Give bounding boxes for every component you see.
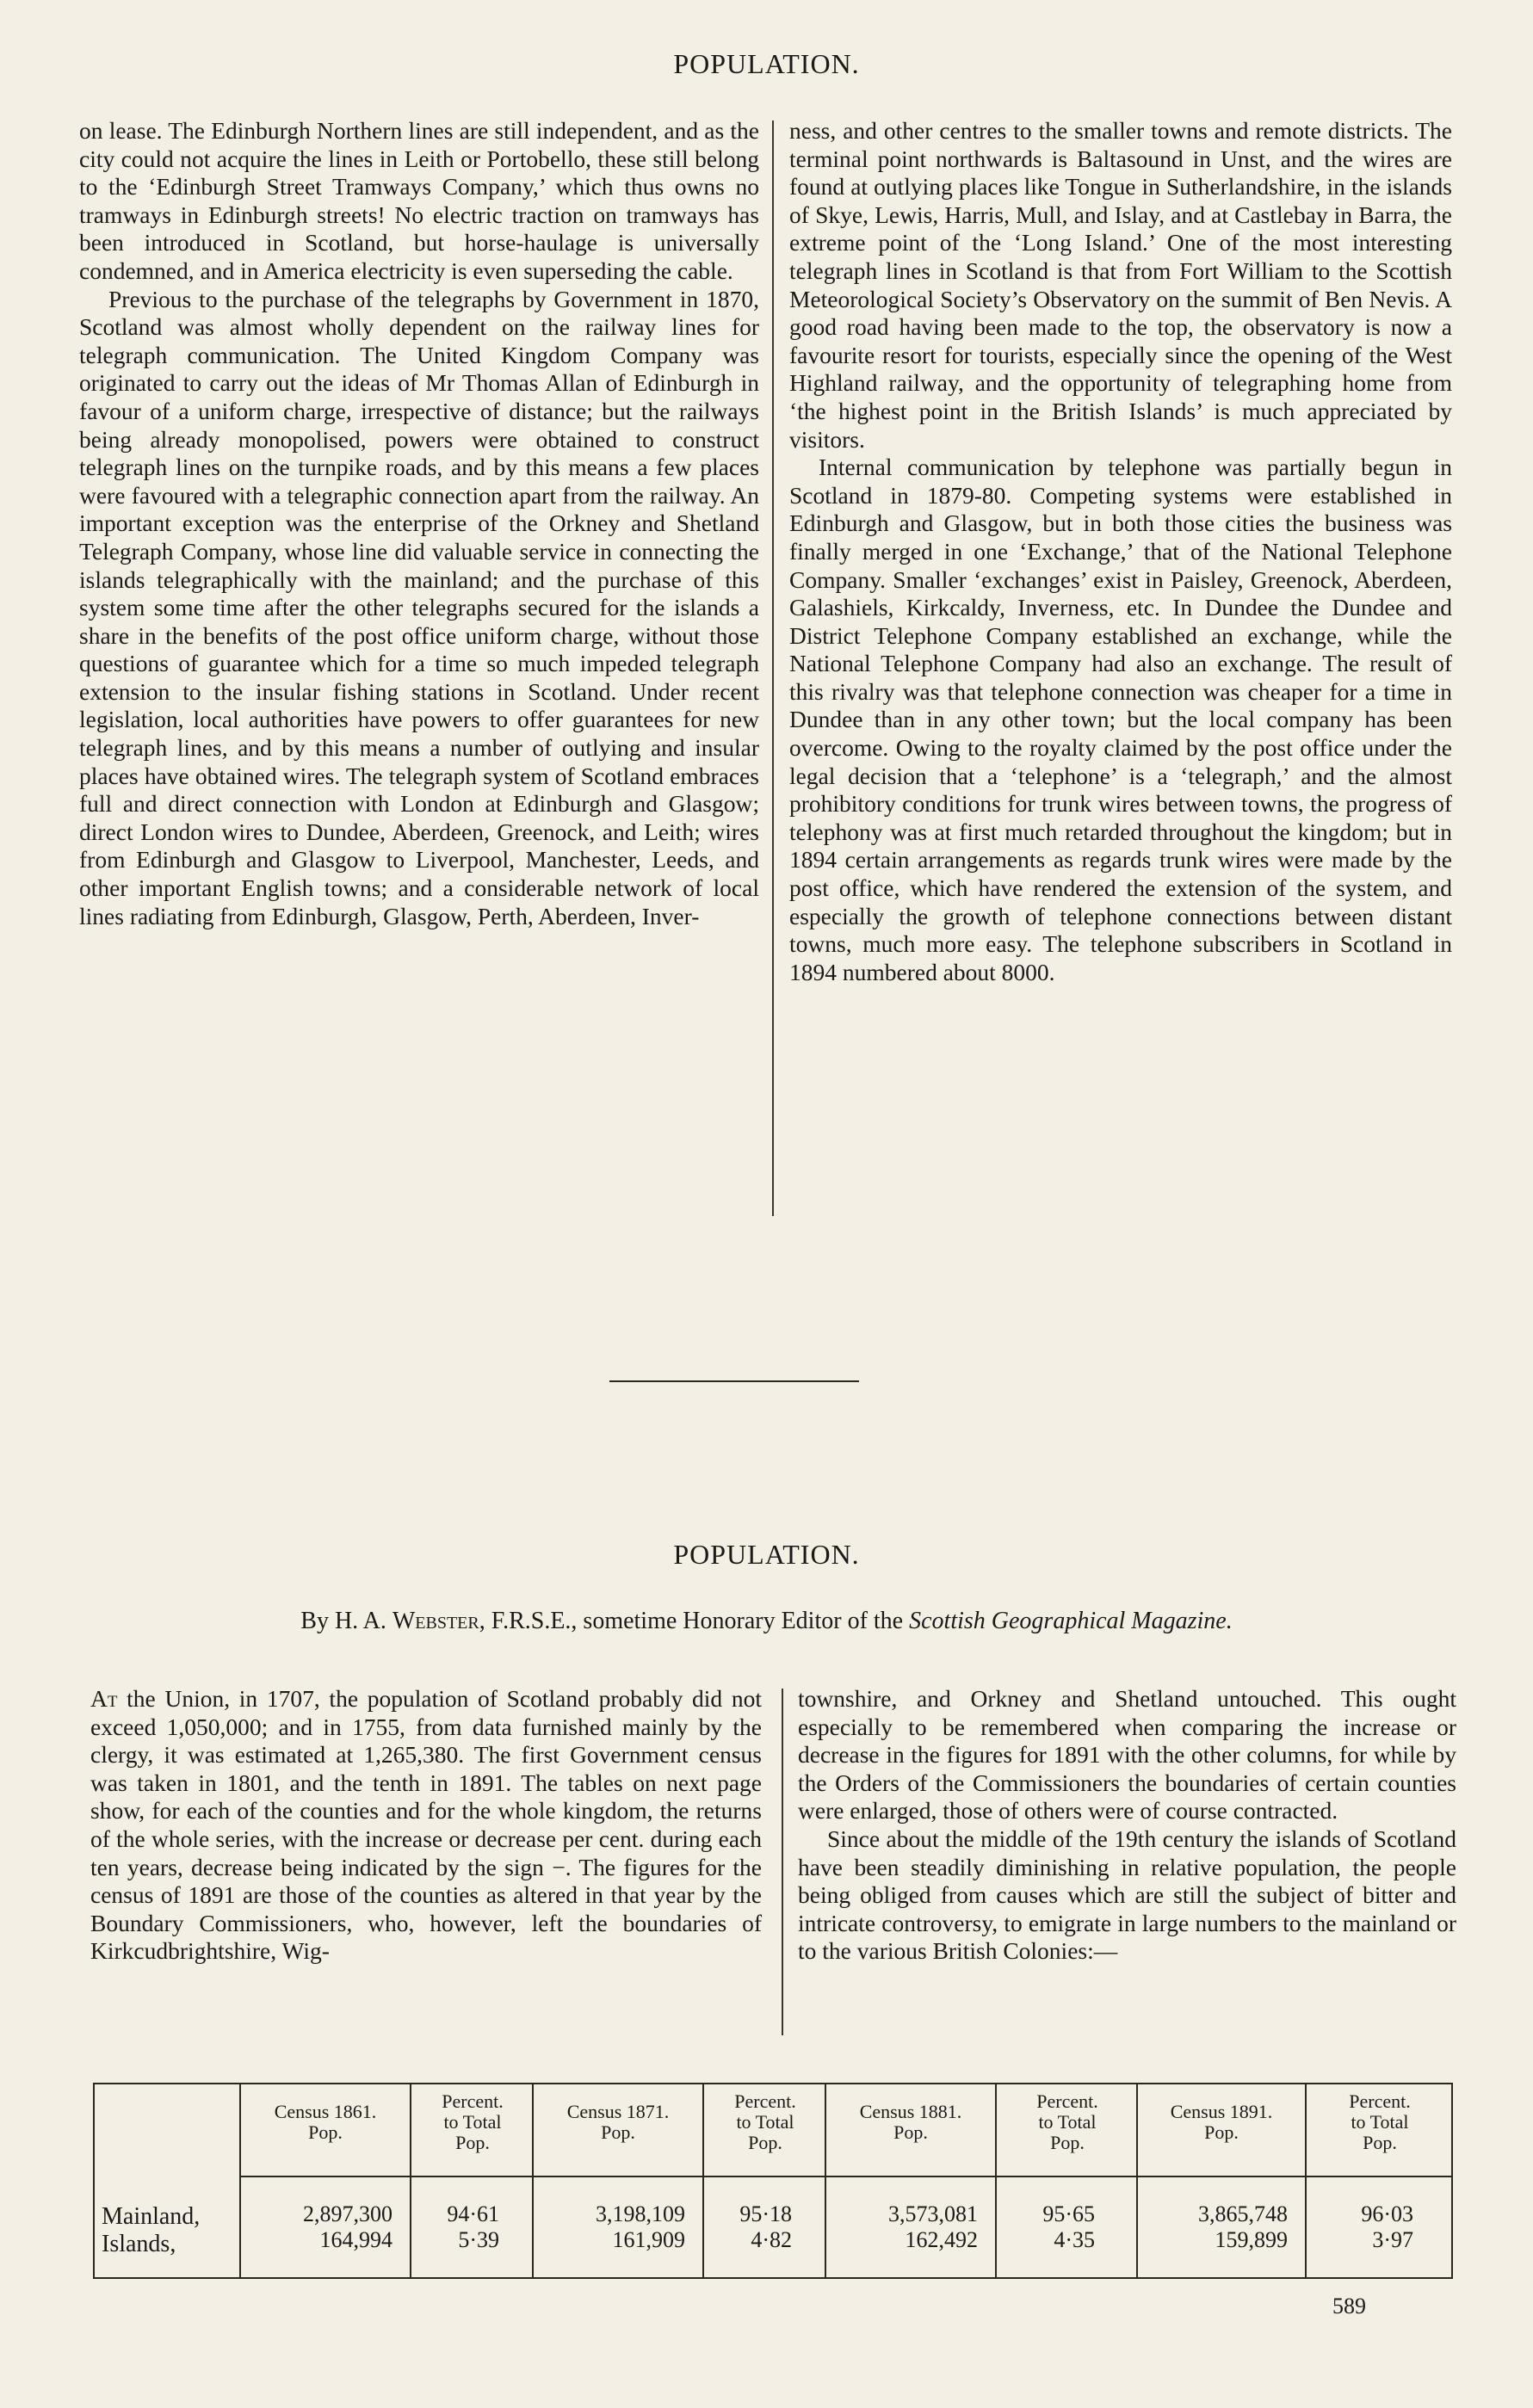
cell-mainland-pop-1891: 3,865,748 bbox=[1198, 2201, 1288, 2226]
header-text: Percent. bbox=[442, 2090, 504, 2112]
header-text: Pop. bbox=[893, 2121, 928, 2143]
cell-islands-pop-1881: 162,492 bbox=[905, 2227, 978, 2252]
bottom-right-column bbox=[798, 1685, 1456, 1966]
header-text: Census 1871. bbox=[566, 2101, 670, 2122]
column-rule bbox=[782, 1689, 783, 2035]
cell-islands-pop-1871: 161,909 bbox=[612, 2227, 685, 2252]
paragraph-text: the Union, in 1707, the population of Scotland probably did not exceed 1,050,000; and in 1755, from data furnished mainly by the clergy, it was estimated at 1,265,380. The first Government census was taken in 1801, and the tenth in 1891. The tables on next page show, for each of the counties and for the whole kingdom, the returns of the whole series, with the increase or decrease per cent. during each ten years, decrease being indicated by the sign −. The figures for the census of 1891 are those of the counties as altered in that year by the Boundary Commissioners, who, however, left the boundaries of Kirkcudbrightshire, Wig- bbox=[90, 1685, 762, 1965]
population-table bbox=[93, 2083, 1453, 2282]
byline-author: Webster bbox=[392, 1608, 479, 1634]
header-text: Pop. bbox=[1050, 2132, 1085, 2153]
cell-islands-pct-1871: 4·82 bbox=[751, 2227, 792, 2252]
opening-word: At bbox=[90, 1685, 118, 1712]
table-rule bbox=[702, 2083, 704, 2279]
byline bbox=[0, 1608, 1533, 1635]
table-rule bbox=[995, 2083, 997, 2279]
section-divider bbox=[609, 1380, 859, 1382]
header-text: Pop. bbox=[601, 2121, 635, 2143]
header-percent-1881 bbox=[998, 2091, 1136, 2153]
top-right-column bbox=[789, 117, 1452, 986]
header-census-1871 bbox=[534, 2102, 702, 2143]
top-left-column bbox=[79, 117, 759, 930]
header-text: Percent. bbox=[1036, 2090, 1098, 2112]
table-rule bbox=[239, 2176, 1453, 2177]
table-rule bbox=[93, 2083, 1453, 2084]
paragraph: ness, and other centres to the smaller towns and remote districts. The terminal point northwards is Baltasound in Unst, and the wires are found at outlying places like Tongue in Sutherlandshire, in the islands of Skye, Lewis, Harris, Mull, and Islay, and at Castlebay in Barra, the extreme point of the ‘Long Island.’ One of the most interesting telegraph lines in Scotland is that from Fort William to the Scottish Meteorological Society’s Observatory on the summit of Ben Nevis. A good road having been made to the top, the observatory is now a favourite resort for tourists, especially since the opening of the West Highland railway, and the opportunity of telegraphing home from ‘the highest point in the British Islands’ is much appreciated by visitors. bbox=[789, 117, 1452, 453]
header-text: Pop. bbox=[455, 2132, 490, 2153]
header-text: Pop. bbox=[308, 2121, 343, 2143]
header-text: Percent. bbox=[734, 2090, 796, 2112]
table-rule bbox=[93, 2277, 1453, 2279]
cell-islands-pop-1891: 159,899 bbox=[1215, 2227, 1288, 2252]
cell-mainland-pct-1871: 95·18 bbox=[739, 2201, 792, 2226]
cell-islands-pct-1861: 5·39 bbox=[458, 2227, 499, 2252]
header-census-1861 bbox=[241, 2102, 410, 2143]
cell-mainland-pop-1861: 2,897,300 bbox=[303, 2201, 393, 2226]
byline-middle: , F.R.S.E., sometime Honorary Editor of the bbox=[479, 1608, 910, 1634]
paragraph bbox=[90, 1685, 762, 1966]
cell-mainland-pct-1861: 94·61 bbox=[447, 2201, 499, 2226]
paragraph: townshire, and Orkney and Shetland untouched. This ought especially to be remembered when comparing the increase or decrease in the figures for 1891 with the other columns, for while by the Orders of the Commissioners the boundaries of certain counties were enlarged, those of others were of course contracted. bbox=[798, 1685, 1456, 1825]
cell-islands-pct-1891: 3·97 bbox=[1372, 2227, 1413, 2252]
table-rule bbox=[1305, 2083, 1307, 2279]
cell-mainland-pct-1891: 96·03 bbox=[1361, 2201, 1413, 2226]
header-census-1881 bbox=[826, 2102, 995, 2143]
header-text: to Total bbox=[1351, 2111, 1409, 2133]
cell-islands-pct-1881: 4·35 bbox=[1054, 2227, 1095, 2252]
byline-prefix: By H. A. bbox=[300, 1608, 393, 1634]
cell-mainland-pct-1881: 95·65 bbox=[1042, 2201, 1095, 2226]
header-text: Census 1861. bbox=[274, 2101, 377, 2122]
header-text: Pop. bbox=[1363, 2132, 1397, 2153]
header-census-1891 bbox=[1138, 2102, 1305, 2143]
table-rule bbox=[93, 2083, 95, 2279]
bottom-left-column bbox=[90, 1685, 762, 1966]
running-head: POPULATION. bbox=[673, 48, 860, 79]
header-text: Pop. bbox=[748, 2132, 782, 2153]
section-title: POPULATION. bbox=[673, 1539, 860, 1570]
header-text: to Total bbox=[1038, 2111, 1097, 2133]
paragraph: Previous to the purchase of the telegraphs by Government in 1870, Scotland was almost wholly dependent on the railway lines for telegraph communication. The United Kingdom Company was originated to carry out the ideas of Mr Thomas Allan of Edinburgh in favour of a uniform charge, irrespective of distance; but the railways being already monopolised, powers were obtained to construct telegraph lines on the turnpike roads, and by this means a few places were favoured with a telegraphic connection apart from the railway. An important exception was the enterprise of the Orkney and Shetland Telegraph Company, whose line did valuable service in connecting the islands telegraphically with the mainland; and the purchase of this system some time after the other telegraphs secured for the islands a share in the benefits of the post office uniform charge, without those questions of guarantee which for a time so much impeded telegraph extension to the insular fishing stations in Scotland. Under recent legislation, local authorities have powers to offer guarantees for new telegraph lines, and by this means a number of outlying and insular places have obtained wires. The telegraph system of Scotland embraces full and direct connection with London at Edinburgh and Glasgow; direct London wires to Dundee, Aberdeen, Greenock, and Leith; wires from Edinburgh and Glasgow to Liverpool, Manchester, Leeds, and other important English towns; and a considerable network of local lines radiating from Edinburgh, Glasgow, Perth, Aberdeen, Inver- bbox=[79, 285, 759, 929]
paragraph: Since about the middle of the 19th century the islands of Scotland have been steadily diminishing in relative population, the people being obliged from causes which are still the subject of bitter and intricate controversy, to emigrate in large numbers to the mainland or to the various British Colonies:— bbox=[798, 1825, 1456, 1965]
header-text: Pop. bbox=[1204, 2121, 1239, 2143]
header-text: Census 1891. bbox=[1170, 2101, 1273, 2122]
cell-mainland-pop-1871: 3,198,109 bbox=[596, 2201, 685, 2226]
header-text: to Total bbox=[443, 2111, 502, 2133]
row-label-islands: Islands, bbox=[102, 2231, 176, 2257]
header-percent-1861 bbox=[413, 2091, 532, 2153]
header-text: to Total bbox=[736, 2111, 794, 2133]
header-text: Percent. bbox=[1349, 2090, 1411, 2112]
byline-journal: Scottish Geographical Magazine. bbox=[909, 1608, 1233, 1634]
table-rule bbox=[1451, 2083, 1453, 2279]
cell-islands-pop-1861: 164,994 bbox=[319, 2227, 393, 2252]
row-label-mainland: Mainland, bbox=[102, 2203, 201, 2230]
header-text: Census 1881. bbox=[859, 2101, 962, 2122]
paragraph: on lease. The Edinburgh Northern lines are still independent, and as the city could not acquire the lines in Leith or Portobello, these still belong to the ‘Edinburgh Street Tramways Company,’ which thus owns no tramways in Edinburgh streets! No electric traction on tramways has been introduced in Scotland, but horse-haulage is universally condemned, and in America electricity is even superseding the cable. bbox=[79, 117, 759, 284]
header-percent-1891 bbox=[1308, 2091, 1451, 2153]
paragraph: Internal communication by telephone was partially begun in Scotland in 1879-80. Competing systems were established in Edinburgh and Glasgow, but in both those cities the business was finally merged in one ‘Exchange,’ that of the National Telephone Company. Smaller ‘exchanges’ exist in Paisley, Greenock, Aberdeen, Galashiels, Kirkcaldy, Inverness, etc. In Dundee the Dundee and District Telephone Company established an exchange, while the National Telephone Company had also an exchange. The result of this rivalry was that telephone connection was cheaper for a time in Dundee than in any other town; but the local company has been overcome. Owing to the royalty claimed by the post office under the legal decision that a ‘telephone’ is a ‘telegraph,’ and the almost prohibitory conditions for trunk wires between towns, the progress of telephony was at first much retarded throughout the kingdom; but in 1894 certain arrangements as regards trunk wires were made by the post office, which have rendered the extension of the system, and especially the growth of telephone connections between distant towns, much more easy. The telephone subscribers in Scotland in 1894 numbered about 8000. bbox=[789, 454, 1452, 985]
cell-mainland-pop-1881: 3,573,081 bbox=[888, 2201, 978, 2226]
column-rule bbox=[772, 120, 774, 1216]
page-number: 589 bbox=[1332, 2294, 1366, 2318]
table-rule bbox=[410, 2083, 411, 2279]
header-percent-1871 bbox=[706, 2091, 825, 2153]
